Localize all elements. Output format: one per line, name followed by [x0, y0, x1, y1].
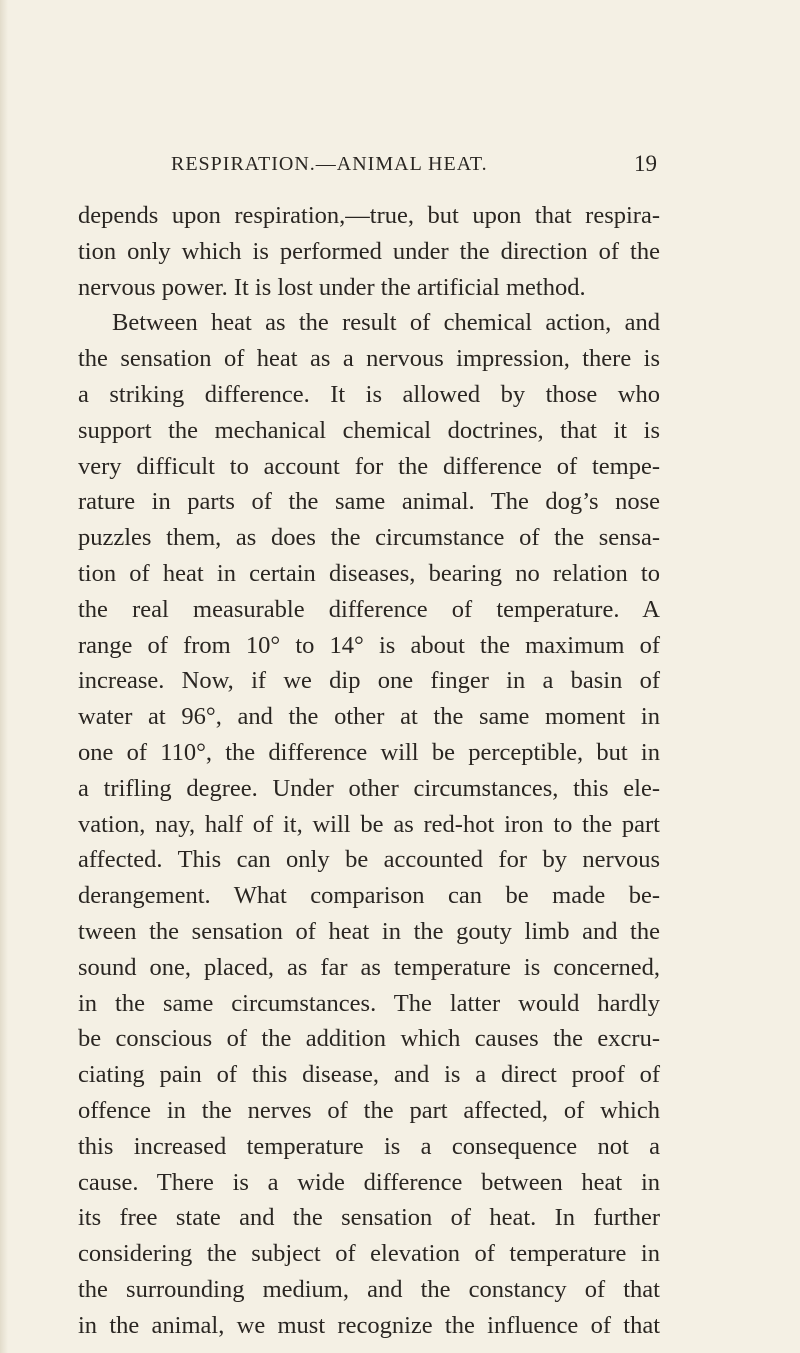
text-line: water at 96°, and the other at the same moment in	[78, 703, 660, 731]
text-line: in the same circumstances. The latter would hardly	[78, 989, 660, 1017]
text-line: the surrounding medium, and the constancy of that	[78, 1275, 660, 1303]
text-line: the sensation of heat as a nervous impression, there is	[78, 345, 660, 373]
text-line: Between heat as the result of chemical action, and	[112, 309, 660, 337]
text-line: range of from 10° to 14° is about the maximum of	[78, 631, 660, 659]
text-line: ciating pain of this disease, and is a direct proof of	[78, 1061, 660, 1089]
text-line: one of 110°, the difference will be perceptible, but in	[78, 738, 660, 766]
text-line: in the animal, we must recognize the influence of that	[78, 1311, 660, 1339]
text-line: very difficult to account for the difference of tempe-	[78, 452, 660, 480]
text-line: considering the subject of elevation of temperature in	[78, 1240, 660, 1268]
page-gutter-shadow	[0, 0, 8, 1353]
text-line: puzzles them, as does the circumstance of the sensa-	[78, 524, 660, 552]
body-text	[78, 198, 660, 1344]
text-line: a trifling degree. Under other circumstances, this ele-	[78, 774, 660, 802]
text-line: sound one, placed, as far as temperature is concerned,	[78, 953, 660, 981]
text-line: nervous power. It is lost under the artificial method.	[78, 273, 586, 301]
text-line: the real measurable difference of temperature. A	[78, 595, 660, 623]
text-line: increase. Now, if we dip one finger in a basin of	[78, 667, 660, 695]
text-line: rature in parts of the same animal. The dog’s nose	[78, 488, 660, 516]
text-line: this increased temperature is a consequence not a	[78, 1132, 660, 1160]
text-line: affected. This can only be accounted for by nervous	[78, 846, 660, 874]
text-line: tion only which is performed under the direction of the	[78, 237, 660, 265]
text-line: cause. There is a wide difference between heat in	[78, 1168, 660, 1196]
text-line: a striking difference. It is allowed by those who	[78, 380, 660, 408]
text-line: tion of heat in certain diseases, bearing no relation to	[78, 559, 660, 587]
text-line: support the mechanical chemical doctrines, that it is	[78, 416, 660, 444]
text-line: its free state and the sensation of heat. In further	[78, 1204, 660, 1232]
text-line: derangement. What comparison can be made be-	[78, 882, 660, 910]
running-title: RESPIRATION.—ANIMAL HEAT.	[171, 153, 488, 175]
text-line: tween the sensation of heat in the gouty limb and the	[78, 917, 660, 945]
text-line: be conscious of the addition which causes the excru-	[78, 1025, 660, 1053]
text-line: depends upon respiration,—true, but upon that respira-	[78, 202, 660, 229]
text-line: vation, nay, half of it, will be as red-hot iron to the part	[78, 810, 660, 838]
page-number: 19	[634, 151, 657, 176]
text-line: offence in the nerves of the part affected, of which	[78, 1096, 660, 1124]
running-head	[0, 148, 800, 180]
